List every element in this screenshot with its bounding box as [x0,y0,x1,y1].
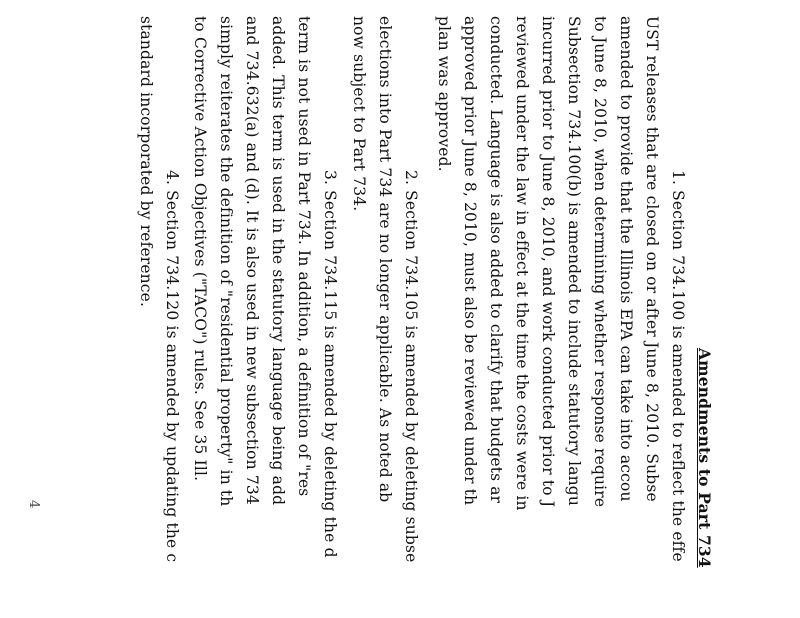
text-line: standard incorporated by reference. [137,16,155,308]
text-line: added. This term is used in the statutory language being add [269,16,287,506]
text-line: elections into Part 734 are no longer applicable. As noted ab [376,16,394,503]
text-line: Subsection 734.100(b) is amended to include statutory langu [565,16,583,506]
text-line: reviewed under the law in effect at the time the costs were in [513,16,531,511]
text-line: 2. Section 734.105 is amended by deleting subse [402,170,420,563]
text-line: UST releases that are closed on or after June 8, 2010. Subse [643,16,661,502]
text-line: simply reiterates the definition of "residential property" in th [217,16,235,507]
text-line: to Corrective Action Objectives ("TACO") rules. See 35 Ill. [191,16,209,482]
text-line: to June 8, 2010, when determining whether response require [591,16,609,508]
text-line: plan was approved. [435,16,453,172]
text-line: and 734.632(a) and (d). It is also used in new subsection 734 [243,16,261,505]
text-line: incurred prior to June 8, 2010, and work conducted prior to J [539,16,557,508]
text-line: 3. Section 734.115 is amended by deleting the d [321,170,339,558]
text-line: 4. Section 734.120 is amended by updating the c [163,170,181,563]
text-line: now subject to Part 734. [350,16,368,212]
section-heading: Amendments to Part 734 [695,348,714,568]
text-line: conducted. Language is also added to clarify that budgets ar [487,16,505,504]
text-line: amended to provide that the Illinois EPA can take into accou [617,16,635,502]
text-line: 1. Section 734.100 is amended to reflect the effe [669,170,687,562]
text-line: approved prior June 8, 2010, must also be reviewed under th [461,16,479,506]
text-line: term is not used in Part 734. In addition, a definition of "res [295,16,313,497]
page-number: 4 [26,500,41,509]
